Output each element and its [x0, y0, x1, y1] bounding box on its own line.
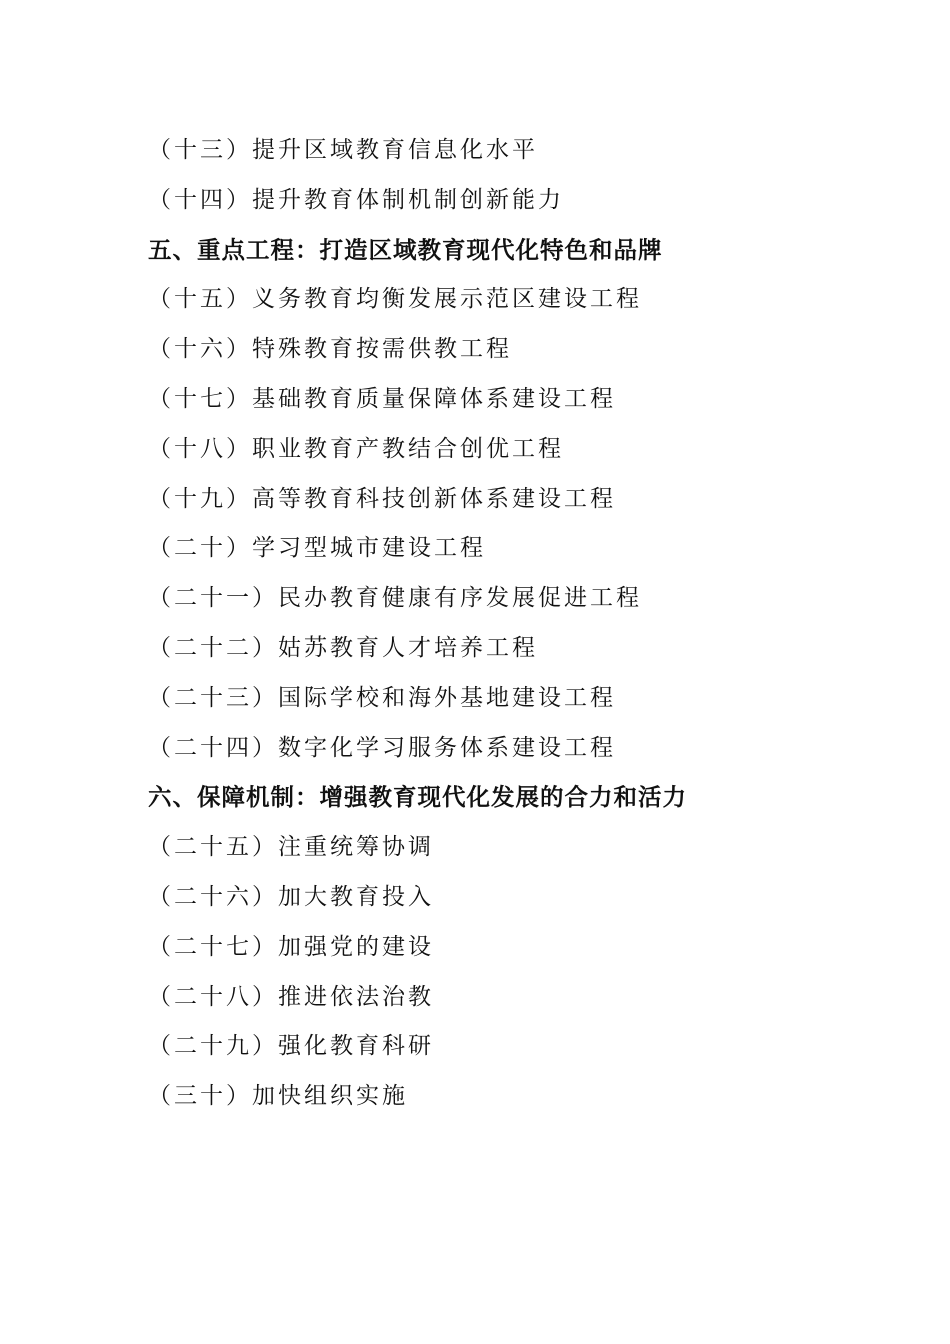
toc-item-28: （二十八）推进依法治教 — [148, 983, 434, 1010]
section-heading-6: 六、保障机制：增强教育现代化发展的合力和活力 — [148, 783, 687, 812]
toc-item-24: （二十四）数字化学习服务体系建设工程 — [148, 734, 616, 761]
toc-item-27: （二十七）加强党的建设 — [148, 933, 434, 960]
toc-item-21: （二十一）民办教育健康有序发展促进工程 — [148, 585, 642, 612]
toc-item-19: （十九）高等教育科技创新体系建设工程 — [148, 485, 616, 512]
toc-item-26: （二十六）加大教育投入 — [148, 883, 434, 910]
toc-item-14: （十四）提升教育体制机制创新能力 — [148, 186, 564, 213]
toc-item-13: （十三）提升区域教育信息化水平 — [148, 137, 538, 163]
toc-item-15: （十五）义务教育均衡发展示范区建设工程 — [148, 286, 642, 313]
section-heading-5: 五、重点工程：打造区域教育现代化特色和品牌 — [148, 235, 663, 264]
toc-item-30: （三十）加快组织实施 — [148, 1083, 408, 1110]
toc-item-16: （十六）特殊教育按需供教工程 — [148, 336, 512, 363]
table-of-contents — [148, 126, 908, 1122]
toc-item-22: （二十二）姑苏教育人才培养工程 — [148, 634, 538, 661]
toc-item-17: （十七）基础教育质量保障体系建设工程 — [148, 385, 616, 412]
toc-item-29: （二十九）强化教育科研 — [148, 1033, 434, 1060]
toc-item-25: （二十五）注重统筹协调 — [148, 834, 434, 861]
toc-item-20: （二十）学习型城市建设工程 — [148, 535, 486, 562]
toc-item-18: （十八）职业教育产教结合创优工程 — [148, 435, 564, 462]
toc-item-23: （二十三）国际学校和海外基地建设工程 — [148, 684, 616, 711]
